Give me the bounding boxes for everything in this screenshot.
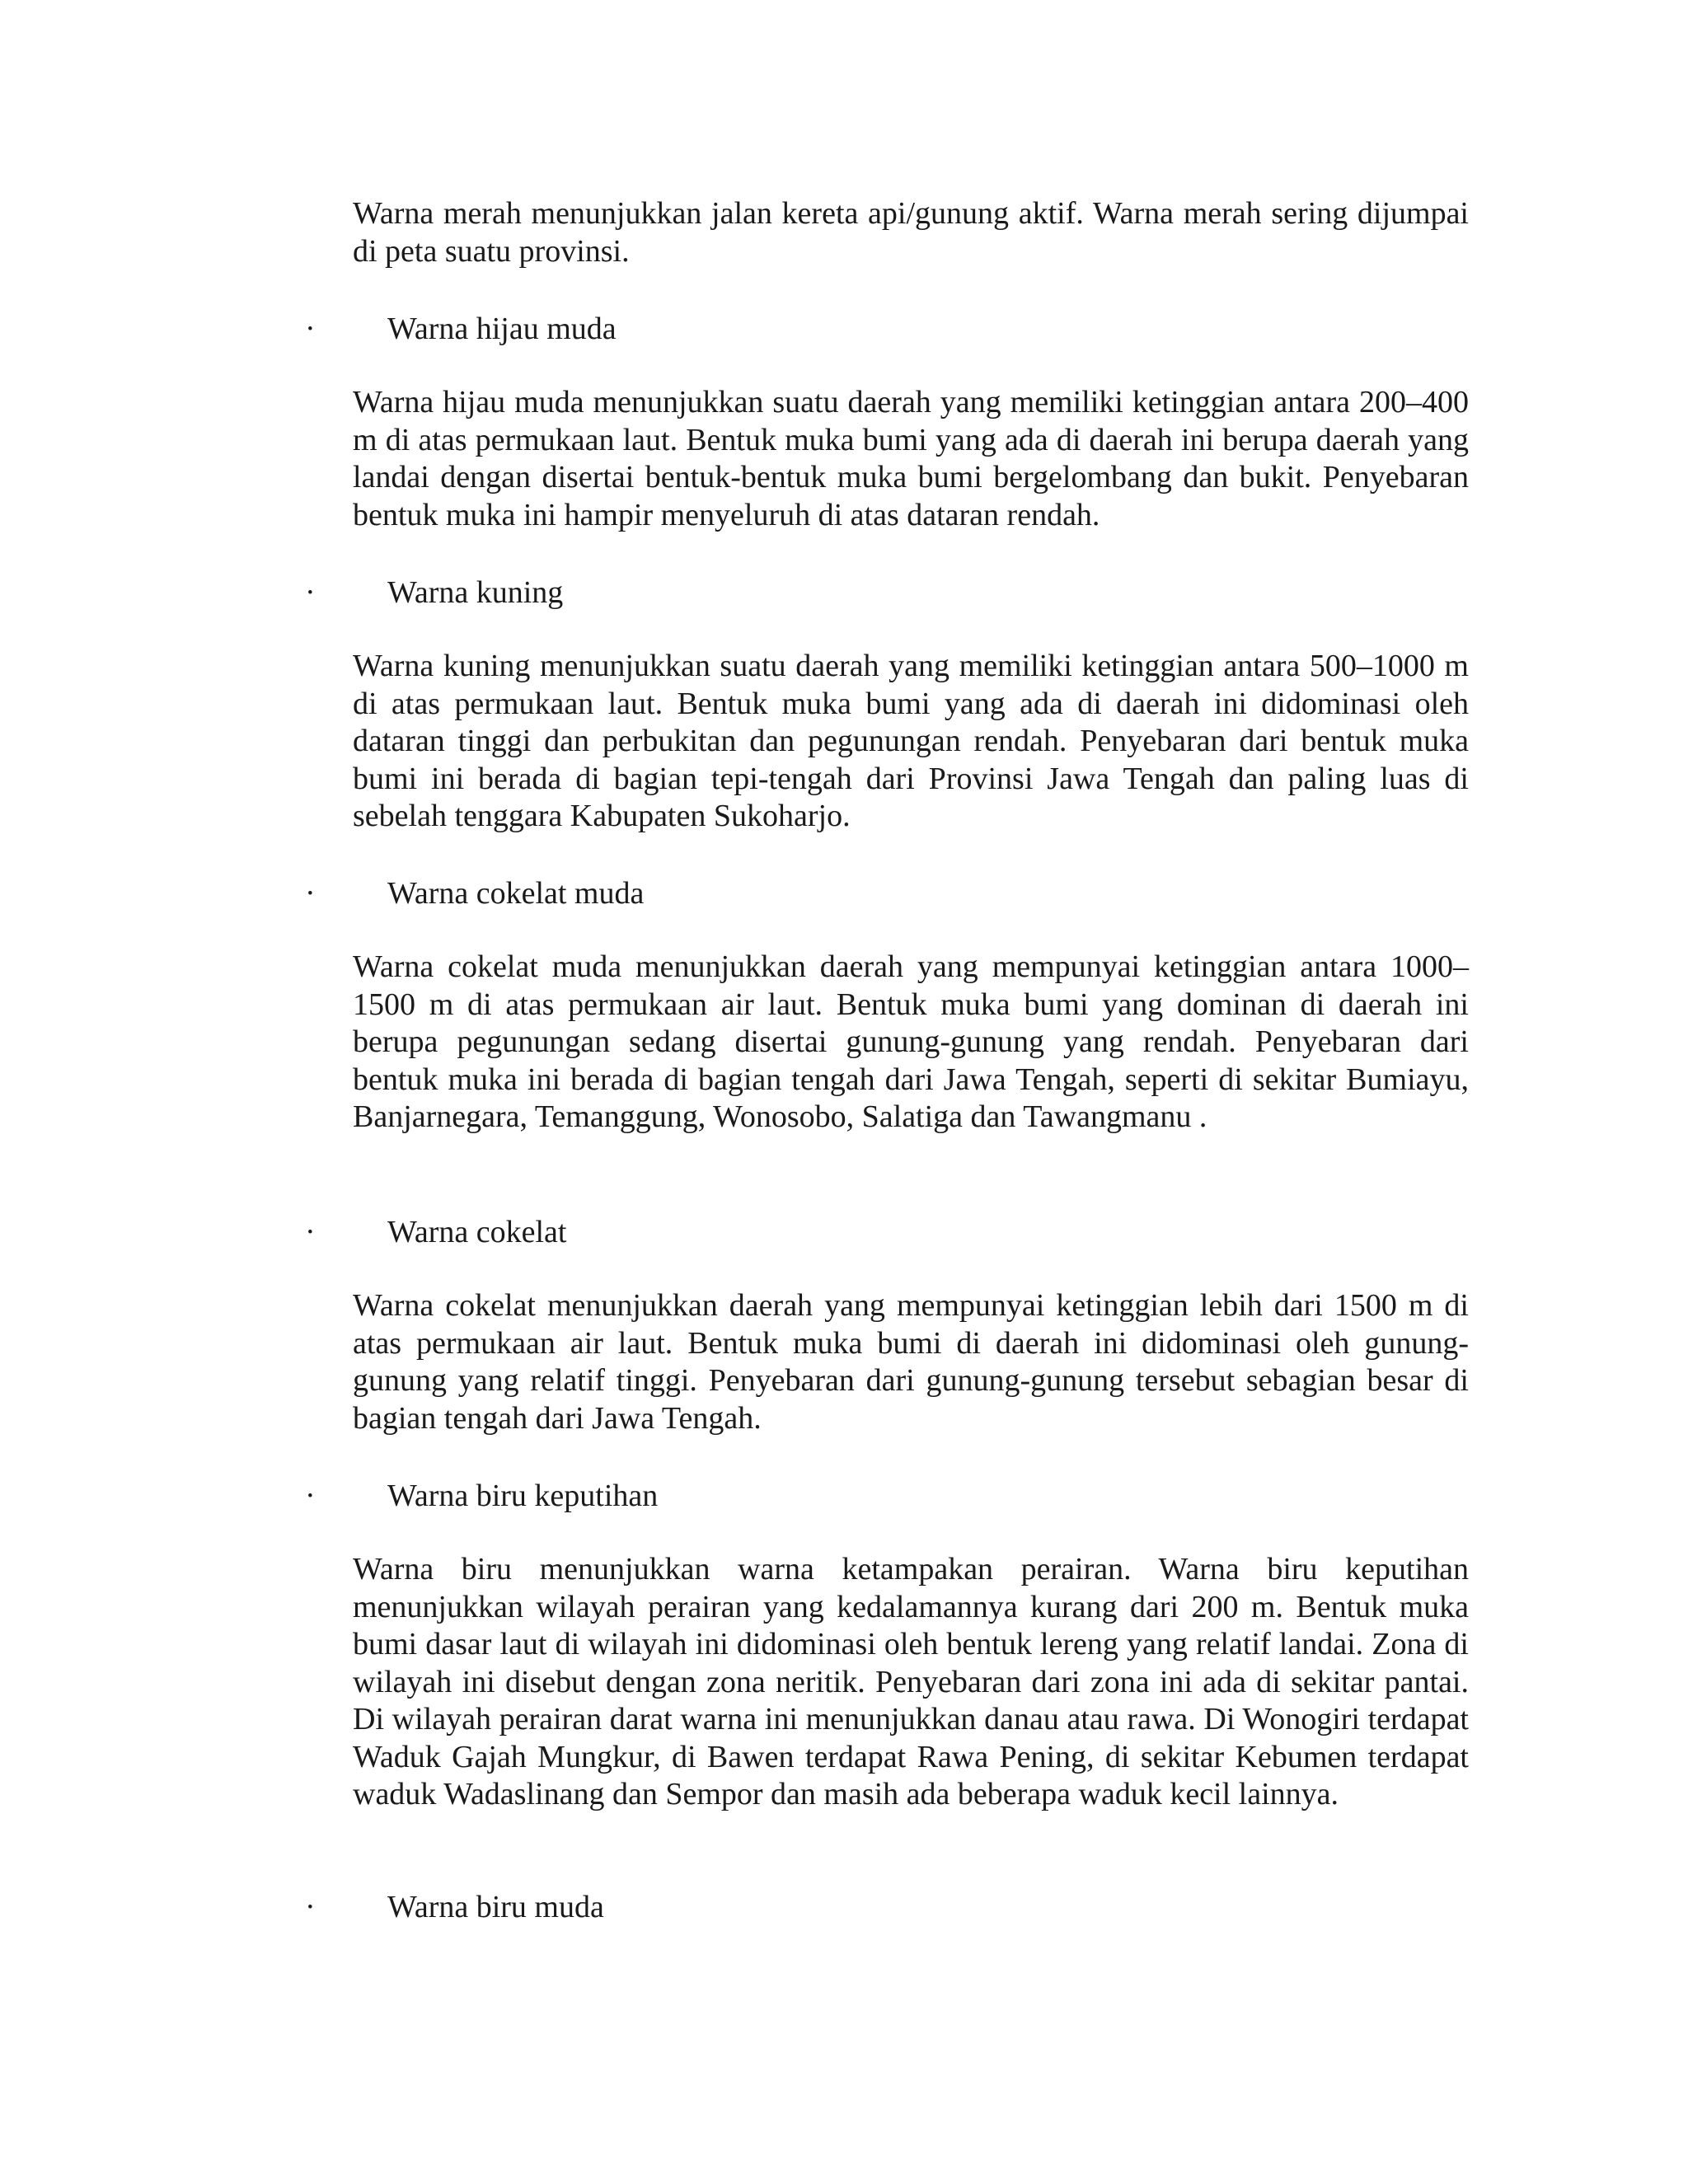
bullet-heading: Warna kuning bbox=[387, 575, 564, 610]
bullet-marker: · bbox=[305, 1215, 316, 1249]
list-item-warna-kuning bbox=[0, 574, 1688, 612]
bullet-heading: Warna hijau muda bbox=[387, 312, 617, 346]
paragraph-warna-hijau-muda: Warna hijau muda menunjukkan suatu daerah yang memiliki ketinggian antara 200–400 m di atas permukaan laut. Bentuk muka bumi yang ada di daerah ini berupa daerah yang landai dengan disertai bentuk-bentuk muka bumi bergelombang dan bukit. Penyebaran bentuk muka ini hampir menyeluruh di atas dataran rendah. bbox=[353, 385, 1469, 532]
bullet-marker: · bbox=[305, 1890, 316, 1924]
list-item-warna-cokelat bbox=[0, 1213, 1688, 1251]
paragraph-warna-biru-keputihan: Warna biru menunjukkan warna ketampakan perairan. Warna biru keputihan menunjukkan wilayah perairan yang kedalamannya kurang dari 200 m. Bentuk muka bumi dasar laut di wilayah ini didominasi oleh bentuk lereng yang relatif landai. Zona di wilayah ini disebut dengan zona neritik. Penyebaran dari zona ini ada di sekitar pantai. Di wilayah perairan darat warna ini menunjukkan danau atau rawa. Di Wonogiri terdapat Waduk Gajah Mungkur, di Bawen terdapat Rawa Pening, di sekitar Kebumen terdapat waduk Wadaslinang dan Sempor dan masih ada beberapa waduk kecil lainnya. bbox=[353, 1552, 1469, 1811]
list-item-warna-cokelat-muda bbox=[0, 874, 1688, 912]
paragraph-warna-kuning: Warna kuning menunjukkan suatu daerah yang memiliki ketinggian antara 500–1000 m di atas permukaan laut. Bentuk muka bumi yang ada di daerah ini didominasi oleh dataran tinggi dan perbukitan dan pegunungan rendah. Penyebaran dari bentuk muka bumi ini berada di bagian tepi-tengah dari Provinsi Jawa Tengah dan paling luas di sebelah tenggara Kabupaten Sukoharjo. bbox=[353, 649, 1469, 833]
bullet-marker: · bbox=[305, 1479, 316, 1513]
paragraph-warna-merah: Warna merah menunjukkan jalan kereta api/gunung aktif. Warna merah sering dijumpai di peta suatu provinsi. bbox=[353, 196, 1469, 269]
list-item-warna-hijau-muda bbox=[0, 310, 1688, 348]
bullet-heading: Warna biru keputihan bbox=[387, 1479, 659, 1513]
bullet-marker: · bbox=[305, 876, 316, 911]
list-item-warna-biru-muda bbox=[0, 1888, 1688, 1926]
paragraph-warna-cokelat: Warna cokelat menunjukkan daerah yang mempunyai ketinggian lebih dari 1500 m di atas permukaan air laut. Bentuk muka bumi di daerah ini didominasi oleh gunung-gunung yang relatif tinggi. Penyebaran dari gunung-gunung tersebut sebagian besar di bagian tengah dari Jawa Tengah. bbox=[353, 1288, 1469, 1436]
bullet-marker: · bbox=[305, 312, 316, 346]
bullet-marker: · bbox=[305, 575, 316, 610]
bullet-heading: Warna biru muda bbox=[387, 1890, 604, 1924]
bullet-heading: Warna cokelat bbox=[387, 1215, 567, 1249]
bullet-heading: Warna cokelat muda bbox=[387, 876, 645, 911]
list-item-warna-biru-keputihan bbox=[0, 1477, 1688, 1515]
paragraph-warna-cokelat-muda: Warna cokelat muda menunjukkan daerah yang mempunyai ketinggian antara 1000–1500 m di atas permukaan air laut. Bentuk muka bumi yang dominan di daerah ini berupa pegunungan sedang disertai gunung-gunung yang rendah. Penyebaran dari bentuk muka ini berada di bagian tengah dari Jawa Tengah, seperti di sekitar Bumiayu, Banjarnegara, Temanggung, Wonosobo, Salatiga dan Tawangmanu . bbox=[353, 949, 1469, 1134]
